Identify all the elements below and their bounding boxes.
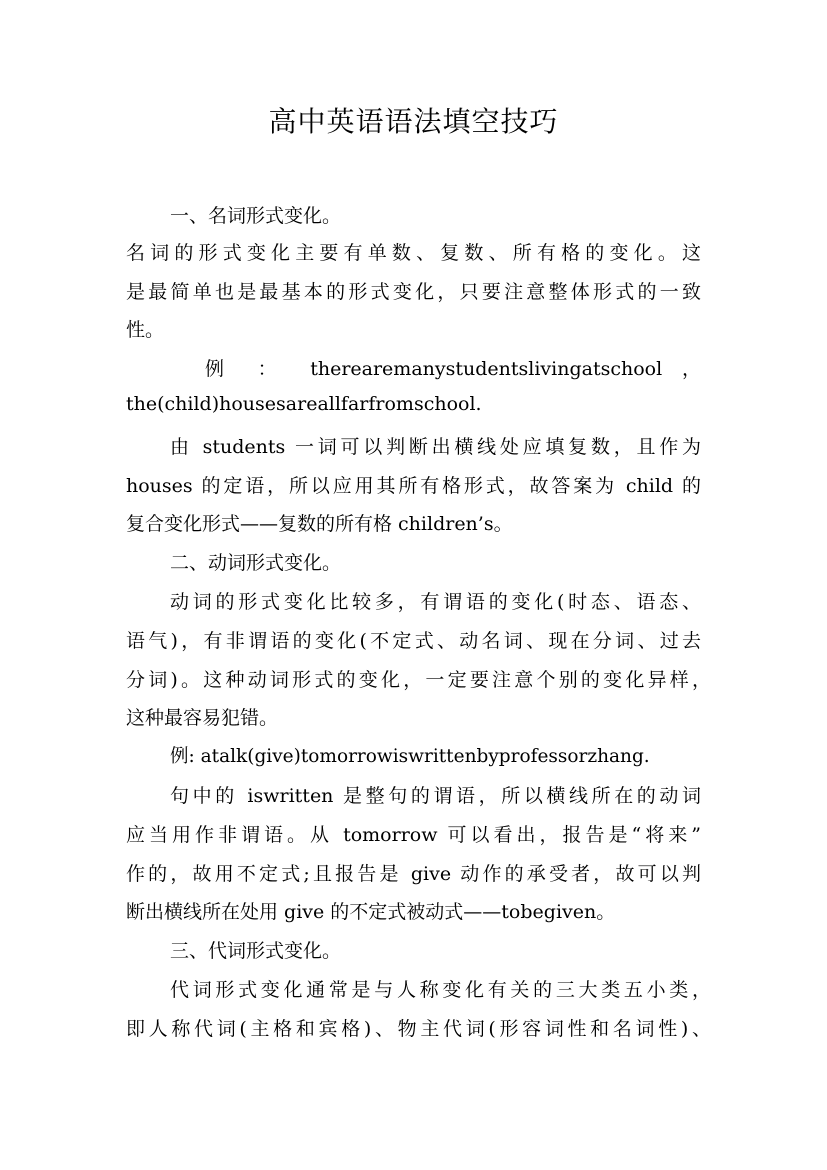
paragraph-line: 由 students 一词可以判断出横线处应填复数，且作为 bbox=[170, 436, 701, 458]
paragraph-line: 即人称代词(主格和宾格)、物主代词(形容词性和名词性)、 bbox=[126, 1018, 711, 1040]
paragraph-line: 代词形式变化通常是与人称变化有关的三大类五小类， bbox=[170, 979, 711, 1001]
paragraph-line: 语气)，有非谓语的变化(不定式、动名词、现在分词、过去 bbox=[126, 630, 701, 652]
section-heading-verbs: 二、动词形式变化。 bbox=[170, 552, 342, 574]
paragraph-line: 句中的 iswritten 是整句的谓语，所以横线所在的动词 bbox=[170, 785, 701, 807]
paragraph-line: 名词的形式变化主要有单数、复数、所有格的变化。这 bbox=[126, 242, 701, 264]
paragraph-line: houses 的定语，所以应用其所有格形式，故答案为 child 的 bbox=[126, 475, 701, 497]
paragraph-line: 作的，故用不定式;且报告是 give 动作的承受者，故可以判 bbox=[126, 863, 701, 885]
example-line: 例: atalk(give)tomorrowiswrittenbyprofessorzhang. bbox=[170, 746, 650, 767]
example-line: the(child)housesareallfarfromschool. bbox=[126, 393, 482, 415]
paragraph-line: 分词)。这种动词形式的变化，一定要注意个别的变化异样， bbox=[126, 669, 711, 691]
section-heading-nouns: 一、名词形式变化。 bbox=[170, 205, 342, 227]
paragraph-line: 动词的形式变化比较多，有谓语的变化(时态、语态、 bbox=[170, 591, 701, 613]
paragraph-line: 是最简单也是最基本的形式变化，只要注意整体形式的一致 bbox=[126, 281, 701, 303]
paragraph-line: 这种最容易犯错。 bbox=[126, 707, 279, 729]
example-line: 例 ： therearemanystudentslivingatschool ， bbox=[205, 358, 701, 380]
paragraph-line: 性。 bbox=[126, 319, 165, 341]
document-title: 高中英语语法填空技巧 bbox=[268, 105, 559, 138]
section-heading-pronouns: 三、代词形式变化。 bbox=[170, 940, 342, 962]
paragraph-line: 应当用作非谓语。从 tomorrow 可以看出，报告是“将来” bbox=[126, 824, 701, 846]
paragraph-line: 断出横线所在处用 give 的不定式被动式——tobegiven。 bbox=[126, 901, 616, 923]
paragraph-line: 复合变化形式——复数的所有格 children’s。 bbox=[126, 513, 513, 535]
